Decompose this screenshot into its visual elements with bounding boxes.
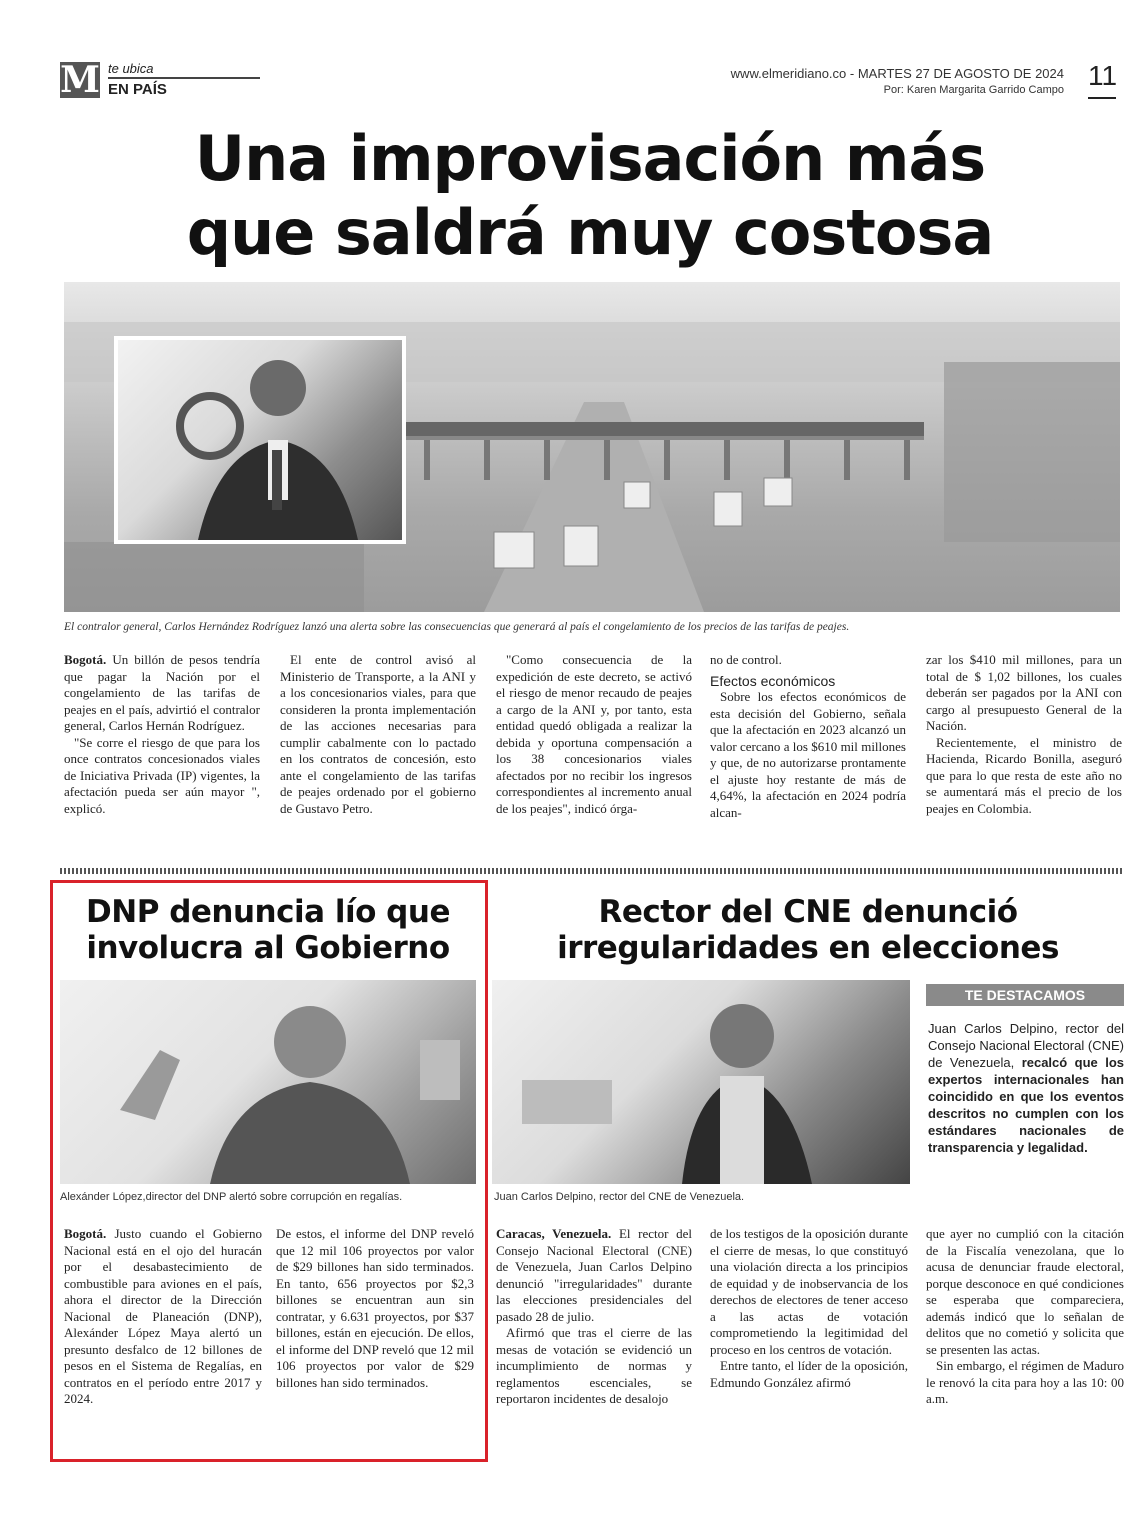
cne-story-column-1	[496, 1226, 692, 1408]
highlight-text-bold: recalcó que los expertos internacionales han coincidido en que los eventos descritos no cumplen con los estándares nacionales de transparencia y legalidad.	[928, 1055, 1124, 1155]
tagline-rule	[108, 77, 260, 79]
dnp-director-photo	[60, 980, 476, 1184]
dnp-story-dateline: Bogotá.	[64, 1226, 107, 1241]
main-story-column-2	[280, 652, 476, 817]
cne-rector-photo	[492, 980, 910, 1184]
newspaper-logo: M	[60, 59, 100, 101]
dnp-headline-line2: involucra al Gobierno	[86, 930, 450, 966]
main-story-column-5	[926, 652, 1122, 817]
main-story-paragraph: Un billón de pesos tendría que pagar la Nación por el congelamiento de las tarifas de peajes en el país, advirtió el contralor general, Carlos Hernán Rodríguez.	[64, 652, 260, 733]
cne-headline-line2: irregularidades en elecciones	[557, 930, 1059, 966]
cne-story-paragraph: Sin embargo, el régimen de Maduro le renovó la cita para hoy a las 10: 00 a.m.	[926, 1358, 1124, 1406]
section-tagline: te ubica	[108, 61, 154, 76]
byline: Por: Karen Margarita Garrido Campo	[883, 84, 1064, 96]
section-name: EN PAÍS	[108, 81, 167, 98]
cne-rector-illustration	[492, 980, 910, 1184]
main-story-column-3	[496, 652, 692, 817]
dnp-story-column-2	[276, 1226, 474, 1391]
highlight-text-plain: Juan Carlos Delpino, rector del Consejo Nacional Electoral (CNE) de Venezuela,	[928, 1021, 1124, 1070]
dnp-story-column-1	[64, 1226, 262, 1408]
cne-story-paragraph: El rector del Consejo Nacional Electoral (CNE) de Venezuela, Juan Carlos Delpino denunció "irregularidades" durante las elecciones presidenciales del pasado 28 de julio.	[496, 1226, 693, 1324]
cne-story-paragraph: que ayer no cumplió con la citación de la Fiscalía venezolana, que lo acusa de denunciar fraude electoral, porque desconoce en qué condiciones se esperaba que compareciera, además indicó que lo señalan de delitos que no cometió y solicita que se presenten las actas.	[926, 1226, 1124, 1357]
main-story-paragraph: El ente de control avisó al Ministerio de Transporte, a la ANI y a los concesionarios viales, para que consideren la pronta implementación de las acciones necesarias para cumplir cabalmente con lo pactado en los contratos de concesión, esto ante el congelamiento de las tarifas de peajes ordenado por el gobierno de Gustavo Petro.	[280, 652, 476, 816]
dnp-headline-line1: DNP denuncia lío que	[86, 894, 450, 930]
main-story-column-4	[710, 652, 906, 821]
comptroller-illustration	[118, 340, 402, 540]
cne-headline-line1: Rector del CNE denunció	[598, 894, 1018, 930]
highlight-label: TE DESTACAMOS	[926, 984, 1124, 1006]
cne-photo-caption: Juan Carlos Delpino, rector del CNE de Venezuela.	[494, 1191, 745, 1203]
cne-story-column-3	[926, 1226, 1124, 1408]
section-divider	[60, 868, 1124, 874]
cne-story-dateline: Caracas, Venezuela.	[496, 1226, 612, 1241]
dnp-director-illustration	[60, 980, 476, 1184]
main-photo-caption: El contralor general, Carlos Hernández Rodríguez lanzó una alerta sobre las consecuencias que generará al país el congelamiento de los precios de las tarifas de peajes.	[64, 621, 850, 633]
cne-headline	[492, 894, 1124, 966]
cne-story-paragraph: Entre tanto, el líder de la oposición, Edmundo González afirmó	[710, 1358, 908, 1390]
dnp-photo-caption: Alexánder López,director del DNP alertó sobre corrupción en regalías.	[60, 1191, 403, 1203]
main-story-paragraph: zar los $410 mil millones, para un total de $ 1,02 billones, los cuales deberán ser pagados por la ANI con cargo al presupuesto General de la Nación.	[926, 652, 1122, 733]
main-story-paragraph: no de control.	[710, 652, 782, 667]
main-story-subhead: Efectos económicos	[710, 672, 836, 689]
dnp-headline	[60, 894, 476, 966]
cne-story-paragraph: de los testigos de la oposición durante el cierre de mesas, lo que constituyó una violación directa a los principios de equidad y de inobservancia de los derechos de electores de tener acceso a las actas de votación comprometiendo la legitimidad del proceso en los centros de votación.	[710, 1226, 908, 1357]
main-headline-line1: Una improvisación más	[194, 122, 986, 195]
main-story-column-1	[64, 652, 260, 817]
main-story-paragraph: "Se corre el riesgo de que para los once contratos concesionados viales de Iniciativa Privada (IP) vigentes, la afectación pueda ser aún mayor ", explicó.	[64, 734, 260, 816]
main-headline	[60, 122, 1120, 270]
main-story-paragraph: Recientemente, el ministro de Hacienda, Ricardo Bonilla, aseguró que para lo que resta de este año no se aumentará más el precio de los peajes en Colombia.	[926, 734, 1122, 816]
dnp-story-paragraph: De estos, el informe del DNP reveló que 12 mil 106 proyectos por valor de $29 billones han sido terminados. En tanto, 656 proyectos por $2,3 billones se encuentran aun sin contratar, y 6.631 proyectos, por $37 billones, están en ejecución. De ellos, el informe del DNP reveló que 12 mil 106 proyectos por valor de $29 billones han sido terminados.	[276, 1226, 474, 1390]
main-story-paragraph: "Como consecuencia de la expedición de este decreto, se activó el riesgo de menor recaudo de peajes a cargo de la ANI y, por tanto, esta entidad quedó obligada a realizar la debida y oportuna compensación a los 38 concesionarios viales afectados por no recibir los ingresos correspondientes al incremento anual de los peajes", indicó órga-	[496, 652, 692, 816]
page-number: 11	[1088, 60, 1118, 91]
dnp-story-paragraph: Justo cuando el Gobierno Nacional está en el ojo del huracán por el desabastecimiento de combustible para aviones en el país, ahora el director de la Dirección Nacional de Planeación (DNP), Alexánder López Maya alertó un presunto desfalco de 12 billones de pesos en el Sistema de Regalías, en contratos en el período entre 2017 y 2024.	[64, 1226, 262, 1406]
cne-story-column-2	[710, 1226, 908, 1391]
dateline: www.elmeridiano.co - MARTES 27 DE AGOSTO DE 2024	[730, 66, 1064, 81]
main-story-paragraph: Sobre los efectos económicos de esta decisión del Gobierno, señala que la afectación en 2023 alcanzó un valor cercano a los $610 mil millones y que, de no autorizarse prontamente el ajuste hoy restante de más de 4,64%, la afectación en 2024 podría alcan-	[710, 689, 906, 820]
page-number-rule	[1088, 97, 1116, 99]
main-story-dateline: Bogotá.	[64, 652, 107, 667]
comptroller-inset-photo	[114, 336, 406, 544]
main-headline-line2: que saldrá muy costosa	[186, 196, 994, 269]
highlight-text	[928, 1020, 1124, 1156]
cne-story-paragraph: Afirmó que tras el cierre de las mesas de votación se evidenció un incumplimiento de normas y reglamentos escenciales, se reportaron incidentes de desalojo	[496, 1325, 692, 1406]
